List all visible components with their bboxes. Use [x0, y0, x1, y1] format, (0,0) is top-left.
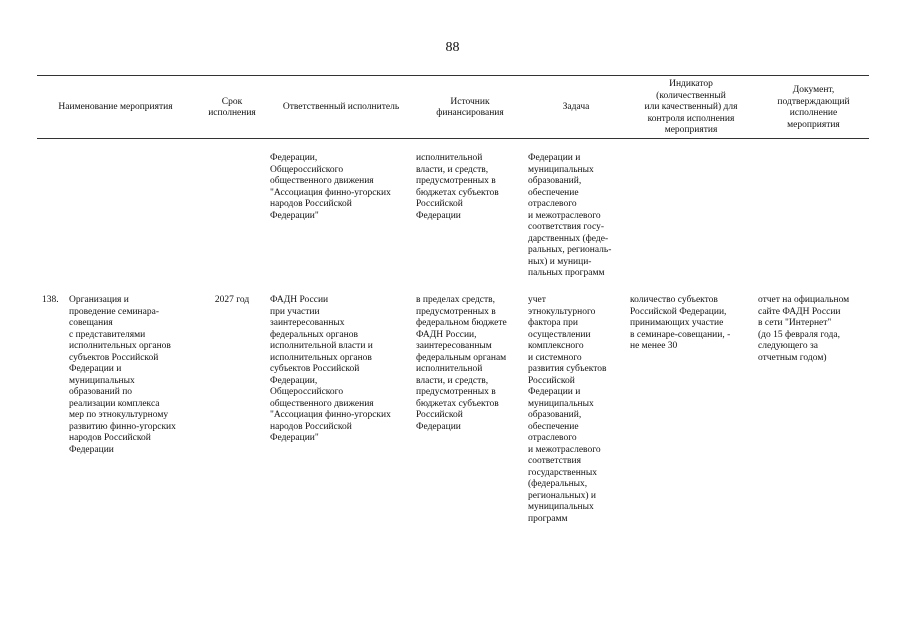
header-funding-text: Источник финансирования	[436, 96, 504, 118]
header-cell-funding	[416, 80, 524, 136]
continuation-task-cell: Федерации и муниципальных образований, обеспечение отраслевого и межотраслевого соответствия госу- дарственных (феде- ральных, региональ- ных) и муници- пальных программ	[528, 153, 612, 278]
header-term-text: Срок исполнения	[208, 96, 256, 118]
row-name-cell: Организация и проведение семинара- совещания с представителями исполнительных органов субъектов Российской Федерации и муниципальных образований по реализации комплекса мер по этнокультурному развитию финно-угорских народов Российской Федерации	[69, 295, 176, 455]
row-term-cell: 2027 год	[214, 295, 250, 305]
table-header-rule	[37, 138, 869, 139]
row-executor-cell: ФАДН России при участии заинтересованных федеральных органов исполнительной власти и исполнительных органов субъектов Российской Федерации, Общероссийского общественного движения "Ассоциация финно-угорских народов Российской Федерации"	[270, 295, 391, 443]
row-funding-cell: в пределах средств, предусмотренных в федеральном бюджете ФАДН России, заинтересованным федеральным органам исполнительной власти, и средств, предусмотренных в бюджетах субъектов Российской Федерации	[416, 295, 507, 432]
header-document-text: Документ, подтверждающий исполнение мероприятия	[777, 85, 850, 130]
header-executor-text: Ответственный исполнитель	[282, 102, 400, 113]
row-indicator-cell: количество субъектов Российской Федерации, принимающих участие в семинаре-совещании, - не менее 30	[630, 295, 731, 351]
header-task-text: Задача	[562, 102, 590, 113]
header-cell-executor	[270, 80, 412, 136]
header-cell-indicator	[628, 80, 754, 136]
page-number: 88	[445, 40, 460, 55]
header-name-text: Наименование мероприятия	[58, 102, 173, 113]
header-cell-name	[37, 80, 194, 136]
header-cell-term	[198, 80, 266, 136]
header-cell-document	[758, 80, 869, 136]
table-top-rule	[37, 75, 869, 76]
row-task-cell: учет этнокультурного фактора при осуществлении комплексного и системного развития субъектов Российской Федерации и муниципальных образований, обеспечение отраслевого и межотраслевого соответствия государственных (федеральных, региональных) и муниципальных программ	[528, 295, 607, 524]
row-number: 138.	[42, 295, 59, 305]
continuation-executor-cell: Федерации, Общероссийского общественного движения "Ассоциация финно-угорских народов Российской Федерации"	[270, 153, 391, 221]
header-indicator-text: Индикатор (количественный или качественный) для контроля исполнения мероприятия	[644, 79, 738, 136]
row-document-cell: отчет на официальном сайте ФАДН России в сети "Интернет" (до 15 февраля года, следующего за отчетным годом)	[758, 295, 850, 363]
continuation-funding-cell: исполнительной власти, и средств, предусмотренных в бюджетах субъектов Российской Федерации	[416, 153, 499, 221]
header-cell-task	[528, 80, 624, 136]
